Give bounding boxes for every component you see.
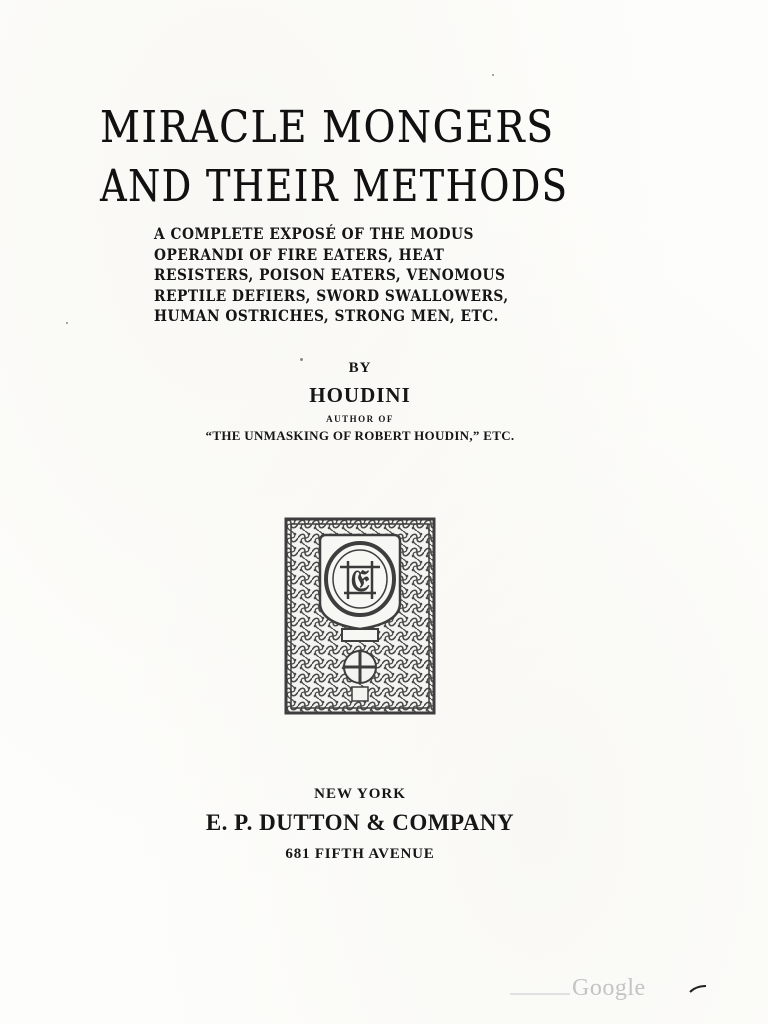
scan-speck <box>66 322 68 324</box>
subtitle-line: OPERANDI OF FIRE EATERS, HEAT <box>154 244 445 264</box>
scan-mark-icon <box>688 984 708 994</box>
publisher-emblem-icon <box>284 517 436 715</box>
subtitle-line: A COMPLETE EXPOSÉ OF THE MODUS <box>154 224 475 243</box>
digitizer-watermark: Google <box>572 975 646 1001</box>
book-title-line-1: MIRACLE MONGERS <box>100 102 555 153</box>
byline-by: BY <box>348 360 372 376</box>
emblem-monogram: 𝔈 <box>350 564 370 599</box>
watermark-dash <box>510 993 570 995</box>
author-name: HOUDINI <box>309 383 411 407</box>
scan-speck <box>300 358 303 361</box>
publisher-name: E. P. DUTTON & COMPANY <box>205 810 515 835</box>
publisher-address: 681 FIFTH AVENUE <box>285 846 435 862</box>
book-subtitle <box>154 224 550 327</box>
book-title-line-2: AND THEIR METHODS <box>100 161 569 212</box>
scan-speck <box>492 74 494 76</box>
publisher-city: NEW YORK <box>314 786 406 802</box>
author-of-label: AUTHOR OF <box>326 414 394 424</box>
subtitle-line: RESISTERS, POISON EATERS, VENOMOUS <box>154 265 506 284</box>
subtitle-line: REPTILE DEFIERS, SWORD SWALLOWERS, <box>154 285 509 305</box>
subtitle-line: HUMAN OSTRICHES, STRONG MEN, ETC. <box>154 306 499 325</box>
previous-work-title: “THE UNMASKING OF ROBERT HOUDIN,” ETC. <box>205 428 515 443</box>
